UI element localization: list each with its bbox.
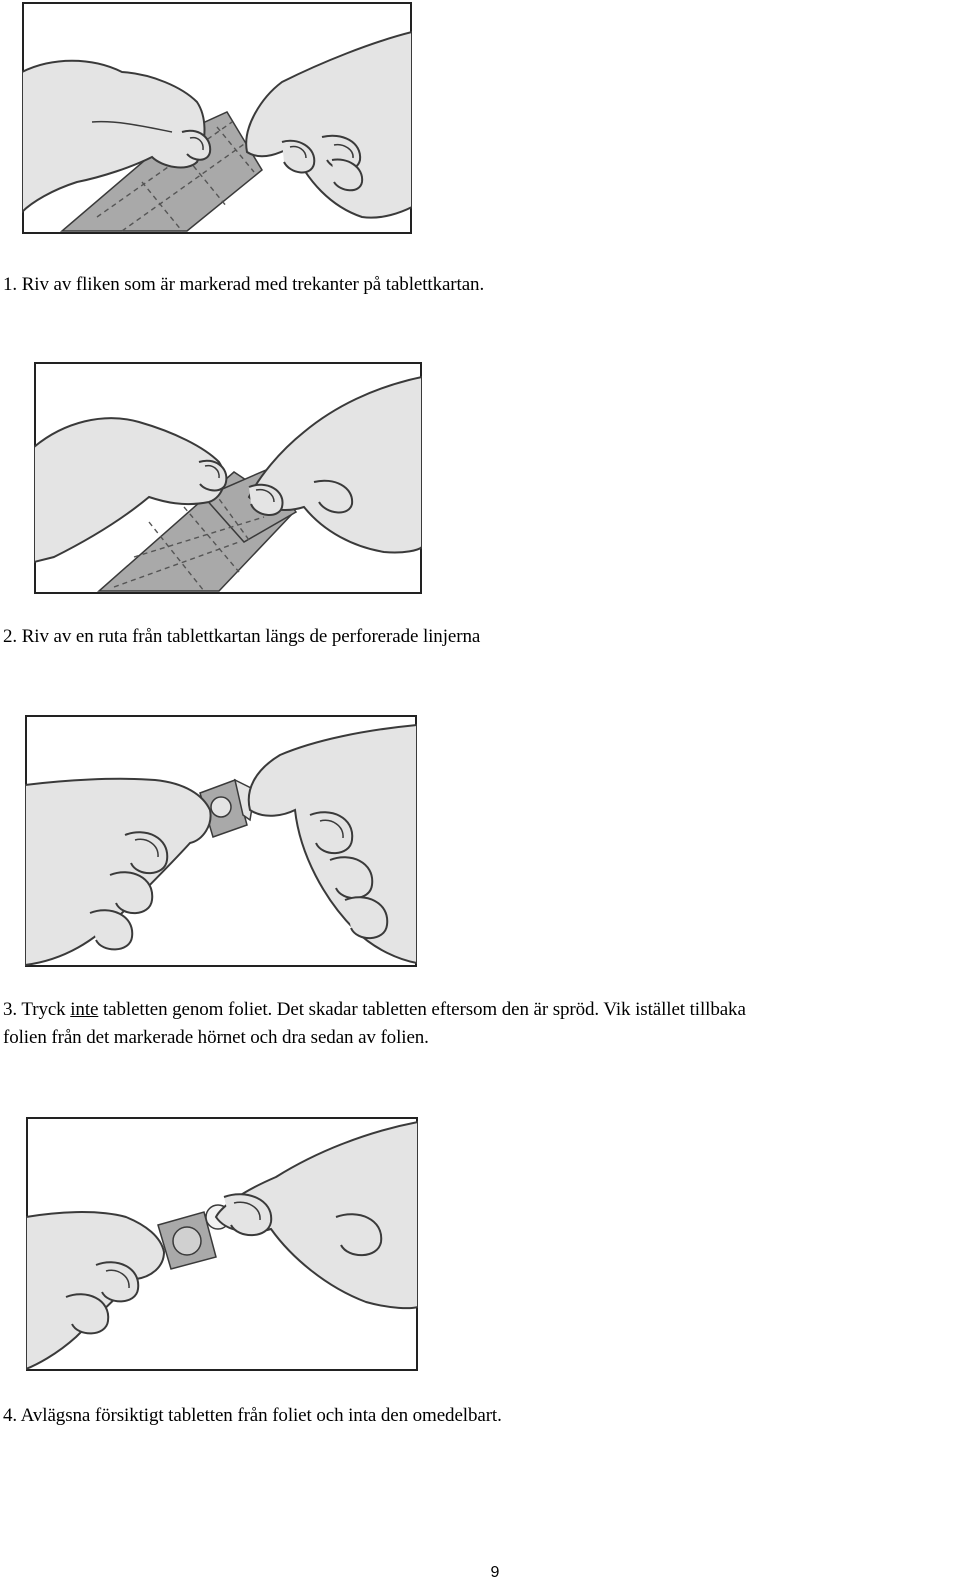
step-4-caption: 4. Avlägsna försiktigt tabletten från foliet och inta den omedelbart. xyxy=(3,1405,502,1426)
page-number: 9 xyxy=(490,1564,500,1581)
step-1-caption: 1. Riv av fliken som är markerad med trekanter på tablettkartan. xyxy=(3,274,485,295)
step-3-caption-line-1: 3. Tryck inte tabletten genom foliet. Det skadar tabletten eftersom den är spröd. Vik istället tillbaka xyxy=(3,999,746,1020)
step-3-caption-line-2: folien från det markerade hörnet och dra sedan av folien. xyxy=(3,1027,429,1048)
step-2-caption: 2. Riv av en ruta från tablettkartan längs de perforerade linjerna xyxy=(3,626,481,647)
step-1-illustration xyxy=(22,2,412,234)
step-3-illustration xyxy=(25,715,417,967)
step-2-illustration xyxy=(34,362,422,594)
step-4-illustration xyxy=(26,1117,418,1371)
